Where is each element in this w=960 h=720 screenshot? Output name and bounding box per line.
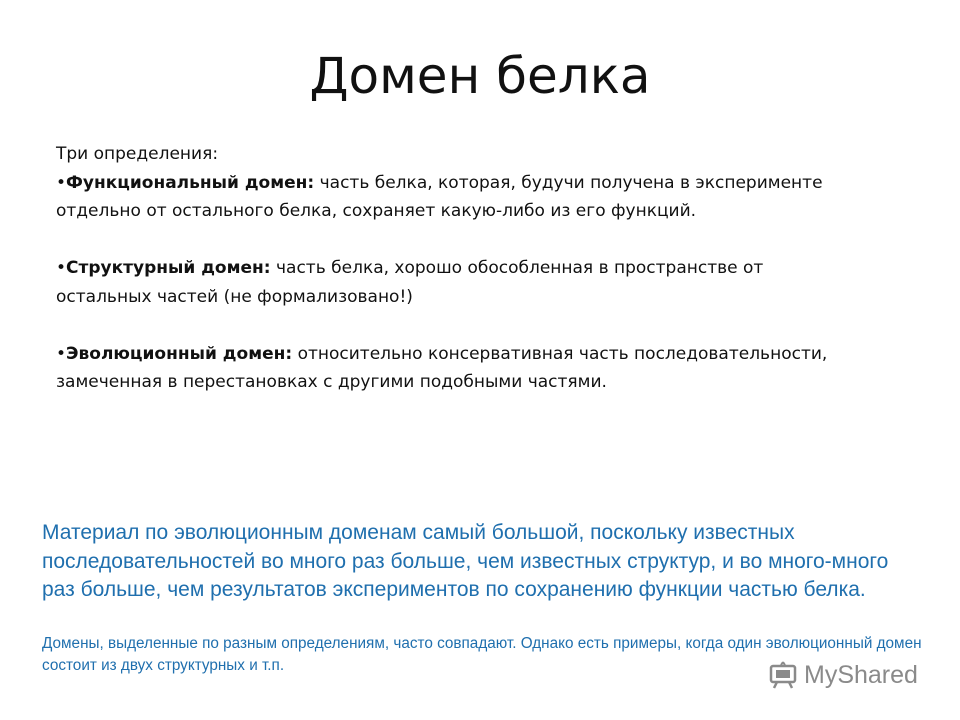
definition-text: относительно консервативная часть последовательности, замеченная в перестановках с другими подобными частями. — [56, 343, 828, 392]
definition-evolutionary — [56, 340, 856, 397]
bullet: • — [56, 258, 67, 278]
definition-term: Эволюционный домен: — [66, 343, 293, 364]
definition-term: Функциональный домен: — [66, 172, 315, 193]
definition-term: Структурный домен: — [66, 258, 271, 278]
definitions-intro: Три определения: — [56, 144, 219, 164]
definition-functional — [56, 169, 856, 226]
definitions-block — [56, 140, 856, 397]
definition-structural — [56, 254, 856, 311]
evolutionary-note: Материал по эволюционным доменам самый большой, поскольку известных последовательностей во много раз больше, чем известных структур, и во много-много раз больше, чем результатов экспериментов по сохранению функции частью белка. — [42, 521, 889, 601]
bullet: • — [56, 172, 67, 193]
paragraph-gap — [56, 226, 856, 255]
slide-title: Домен белка — [309, 47, 651, 105]
paragraph-gap — [56, 311, 856, 340]
definition-text: часть белка, хорошо обособленная в пространстве от остальных частей (не формализовано!) — [56, 258, 764, 307]
watermark-text: MyShared — [804, 661, 918, 689]
bullet: • — [56, 343, 67, 364]
definition-text: часть белка, которая, будучи получена в эксперименте отдельно от остального белка, сохраняет какую-либо из его функций. — [56, 172, 823, 221]
watermark — [768, 657, 918, 693]
overlap-note: Домены, выделенные по разным определениям, часто совпадают. Однако есть примеры, когда один эволюционный домен состоит из двух структурных и т.п. — [42, 635, 922, 674]
presentation-board-icon — [768, 660, 798, 690]
